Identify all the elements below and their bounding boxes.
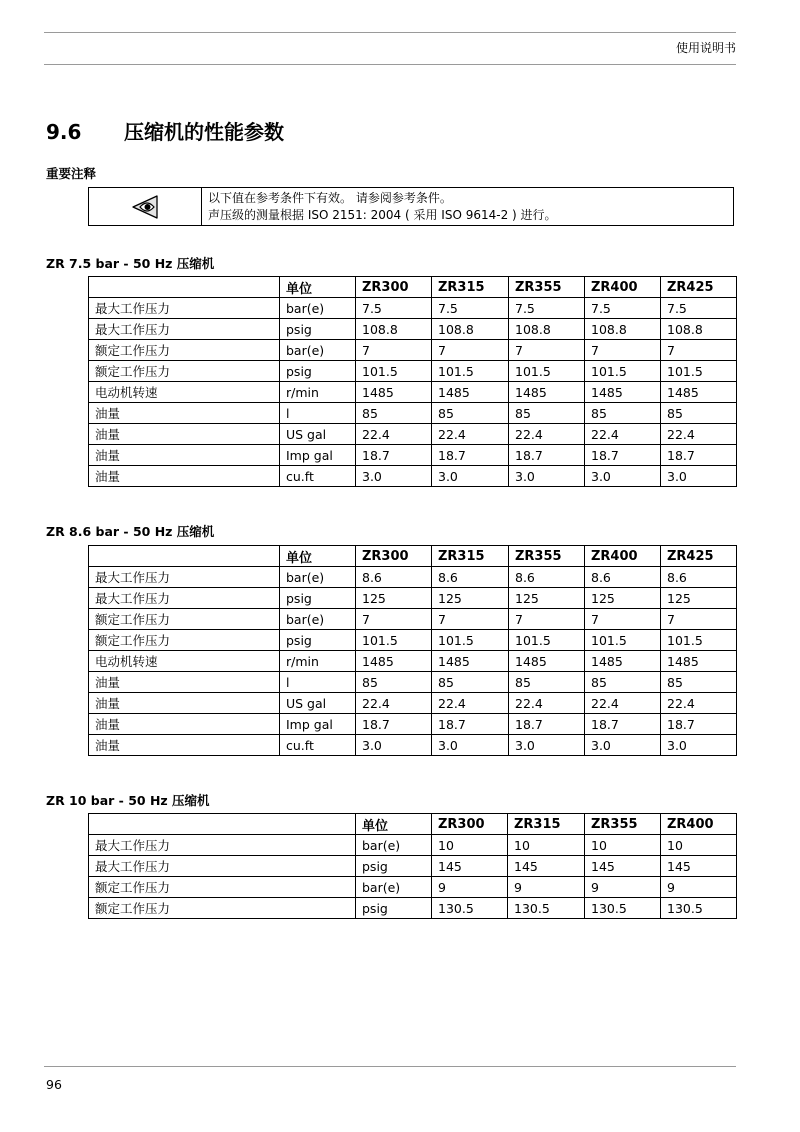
row-value: 101.5 bbox=[356, 361, 432, 382]
row-value: 22.4 bbox=[509, 424, 585, 445]
row-label: 额定工作压力 bbox=[89, 609, 280, 630]
row-unit: cu.ft bbox=[280, 735, 356, 756]
row-unit: bar(e) bbox=[280, 567, 356, 588]
section-title: 压缩机的性能参数 bbox=[124, 120, 284, 144]
page-number: 96 bbox=[46, 1077, 62, 1092]
row-value: 85 bbox=[509, 403, 585, 424]
row-value: 22.4 bbox=[661, 693, 737, 714]
row-value: 22.4 bbox=[661, 424, 737, 445]
eye-warning-icon bbox=[130, 194, 160, 220]
row-value: 22.4 bbox=[432, 693, 509, 714]
table-header-row bbox=[89, 814, 737, 835]
footer-rule bbox=[44, 1066, 736, 1067]
row-value: 125 bbox=[356, 588, 432, 609]
row-value: 22.4 bbox=[432, 424, 509, 445]
table-row bbox=[89, 424, 737, 445]
row-unit: bar(e) bbox=[280, 609, 356, 630]
row-value: 8.6 bbox=[432, 567, 509, 588]
row-value: 130.5 bbox=[585, 898, 661, 919]
row-value: 101.5 bbox=[432, 630, 509, 651]
row-label: 电动机转速 bbox=[89, 382, 280, 403]
row-value: 125 bbox=[509, 588, 585, 609]
document-title: 使用说明书 bbox=[675, 41, 736, 55]
spec-table-8-6-bar bbox=[88, 545, 737, 756]
row-value: 18.7 bbox=[509, 445, 585, 466]
row-value: 1485 bbox=[509, 382, 585, 403]
row-value: 145 bbox=[661, 856, 737, 877]
row-value: 101.5 bbox=[585, 630, 661, 651]
row-value: 22.4 bbox=[509, 693, 585, 714]
row-value: 85 bbox=[585, 672, 661, 693]
row-label: 油量 bbox=[89, 445, 280, 466]
table-row bbox=[89, 298, 737, 319]
table-row bbox=[89, 382, 737, 403]
spec-table-7-5-bar bbox=[88, 276, 737, 487]
row-value: 3.0 bbox=[585, 466, 661, 487]
row-value: 18.7 bbox=[509, 714, 585, 735]
row-value: 3.0 bbox=[585, 735, 661, 756]
row-value: 108.8 bbox=[356, 319, 432, 340]
row-value: 85 bbox=[661, 672, 737, 693]
row-value: 3.0 bbox=[356, 735, 432, 756]
row-value: 7.5 bbox=[356, 298, 432, 319]
row-unit: bar(e) bbox=[280, 298, 356, 319]
header-bottom-rule bbox=[44, 64, 736, 65]
table-row bbox=[89, 714, 737, 735]
row-label: 油量 bbox=[89, 714, 280, 735]
row-value: 7.5 bbox=[661, 298, 737, 319]
row-value: 3.0 bbox=[432, 735, 509, 756]
row-label: 最大工作压力 bbox=[89, 567, 280, 588]
model-header: ZR400 bbox=[585, 546, 661, 567]
row-value: 145 bbox=[585, 856, 661, 877]
model-header: ZR315 bbox=[432, 277, 509, 298]
row-value: 10 bbox=[585, 835, 661, 856]
model-header: ZR315 bbox=[432, 546, 509, 567]
row-value: 130.5 bbox=[661, 898, 737, 919]
row-value: 9 bbox=[661, 877, 737, 898]
row-value: 85 bbox=[356, 403, 432, 424]
row-label: 最大工作压力 bbox=[89, 319, 280, 340]
row-value: 18.7 bbox=[432, 714, 509, 735]
row-value: 125 bbox=[661, 588, 737, 609]
row-value: 1485 bbox=[432, 651, 509, 672]
row-value: 7 bbox=[356, 340, 432, 361]
row-value: 108.8 bbox=[585, 319, 661, 340]
row-unit: psig bbox=[280, 630, 356, 651]
note-icon-cell bbox=[89, 188, 202, 225]
row-label: 额定工作压力 bbox=[89, 877, 356, 898]
row-value: 85 bbox=[661, 403, 737, 424]
row-label: 油量 bbox=[89, 403, 280, 424]
row-label: 最大工作压力 bbox=[89, 298, 280, 319]
section-number: 9.6 bbox=[46, 120, 82, 144]
row-value: 1485 bbox=[661, 382, 737, 403]
row-value: 10 bbox=[432, 835, 508, 856]
model-header: ZR355 bbox=[509, 277, 585, 298]
row-value: 7 bbox=[509, 609, 585, 630]
row-unit: bar(e) bbox=[356, 835, 432, 856]
row-value: 145 bbox=[508, 856, 585, 877]
model-header: ZR425 bbox=[661, 546, 737, 567]
unit-header: 单位 bbox=[280, 546, 356, 567]
model-header: ZR300 bbox=[356, 277, 432, 298]
table-row bbox=[89, 735, 737, 756]
model-header: ZR400 bbox=[585, 277, 661, 298]
table-row bbox=[89, 651, 737, 672]
header-blank bbox=[89, 546, 280, 567]
header-blank bbox=[89, 814, 356, 835]
table-row bbox=[89, 319, 737, 340]
row-label: 油量 bbox=[89, 466, 280, 487]
row-unit: US gal bbox=[280, 693, 356, 714]
row-value: 7 bbox=[585, 340, 661, 361]
section-heading bbox=[46, 116, 284, 145]
row-value: 18.7 bbox=[661, 714, 737, 735]
table-row bbox=[89, 856, 737, 877]
row-value: 22.4 bbox=[356, 424, 432, 445]
table-row bbox=[89, 693, 737, 714]
row-unit: Imp gal bbox=[280, 714, 356, 735]
row-value: 7 bbox=[509, 340, 585, 361]
row-value: 18.7 bbox=[661, 445, 737, 466]
row-value: 85 bbox=[356, 672, 432, 693]
model-header: ZR355 bbox=[585, 814, 661, 835]
row-unit: l bbox=[280, 672, 356, 693]
table-row bbox=[89, 340, 737, 361]
row-value: 130.5 bbox=[508, 898, 585, 919]
row-label: 油量 bbox=[89, 672, 280, 693]
table-header-row bbox=[89, 546, 737, 567]
table-row bbox=[89, 403, 737, 424]
row-value: 101.5 bbox=[356, 630, 432, 651]
table-1-title: ZR 7.5 bar - 50 Hz 压缩机 bbox=[46, 256, 215, 271]
row-unit: bar(e) bbox=[356, 877, 432, 898]
row-label: 最大工作压力 bbox=[89, 835, 356, 856]
row-value: 101.5 bbox=[585, 361, 661, 382]
row-unit: r/min bbox=[280, 651, 356, 672]
row-label: 最大工作压力 bbox=[89, 588, 280, 609]
row-unit: psig bbox=[280, 588, 356, 609]
table-row bbox=[89, 588, 737, 609]
row-label: 额定工作压力 bbox=[89, 361, 280, 382]
row-value: 7.5 bbox=[585, 298, 661, 319]
row-unit: Imp gal bbox=[280, 445, 356, 466]
model-header: ZR400 bbox=[661, 814, 737, 835]
row-label: 额定工作压力 bbox=[89, 898, 356, 919]
table-row bbox=[89, 567, 737, 588]
row-unit: bar(e) bbox=[280, 340, 356, 361]
row-value: 1485 bbox=[585, 382, 661, 403]
row-value: 22.4 bbox=[585, 424, 661, 445]
row-value: 101.5 bbox=[509, 361, 585, 382]
row-value: 101.5 bbox=[432, 361, 509, 382]
row-value: 7 bbox=[661, 609, 737, 630]
row-value: 3.0 bbox=[661, 466, 737, 487]
header-blank bbox=[89, 277, 280, 298]
row-label: 最大工作压力 bbox=[89, 856, 356, 877]
row-value: 3.0 bbox=[509, 466, 585, 487]
model-header: ZR355 bbox=[509, 546, 585, 567]
row-unit: r/min bbox=[280, 382, 356, 403]
note-line-1: 以下值在参考条件下有效。 请参阅参考条件。 bbox=[208, 191, 452, 205]
table-row bbox=[89, 877, 737, 898]
row-value: 85 bbox=[585, 403, 661, 424]
row-value: 7 bbox=[661, 340, 737, 361]
row-value: 1485 bbox=[661, 651, 737, 672]
row-label: 额定工作压力 bbox=[89, 340, 280, 361]
row-value: 1485 bbox=[509, 651, 585, 672]
row-label: 油量 bbox=[89, 693, 280, 714]
unit-header: 单位 bbox=[280, 277, 356, 298]
table-header-row bbox=[89, 277, 737, 298]
row-value: 18.7 bbox=[432, 445, 509, 466]
row-value: 108.8 bbox=[432, 319, 509, 340]
row-value: 101.5 bbox=[661, 361, 737, 382]
model-header: ZR300 bbox=[432, 814, 508, 835]
row-value: 18.7 bbox=[585, 714, 661, 735]
row-value: 1485 bbox=[356, 651, 432, 672]
row-value: 145 bbox=[432, 856, 508, 877]
row-value: 85 bbox=[432, 403, 509, 424]
row-value: 125 bbox=[432, 588, 509, 609]
row-value: 18.7 bbox=[356, 714, 432, 735]
spec-table-10-bar bbox=[88, 813, 737, 919]
notes-heading: 重要注释 bbox=[46, 166, 97, 181]
row-value: 9 bbox=[508, 877, 585, 898]
row-label: 油量 bbox=[89, 735, 280, 756]
table-row bbox=[89, 445, 737, 466]
table-3-title: ZR 10 bar - 50 Hz 压缩机 bbox=[46, 793, 210, 808]
row-value: 3.0 bbox=[661, 735, 737, 756]
table-row bbox=[89, 609, 737, 630]
header-top-rule bbox=[44, 32, 736, 33]
note-text bbox=[202, 188, 563, 225]
row-value: 22.4 bbox=[585, 693, 661, 714]
table-2-title: ZR 8.6 bar - 50 Hz 压缩机 bbox=[46, 524, 215, 539]
row-value: 10 bbox=[508, 835, 585, 856]
row-value: 101.5 bbox=[661, 630, 737, 651]
model-header: ZR425 bbox=[661, 277, 737, 298]
row-value: 9 bbox=[585, 877, 661, 898]
row-value: 8.6 bbox=[356, 567, 432, 588]
table-row bbox=[89, 898, 737, 919]
row-value: 125 bbox=[585, 588, 661, 609]
row-value: 3.0 bbox=[356, 466, 432, 487]
row-value: 3.0 bbox=[432, 466, 509, 487]
row-label: 油量 bbox=[89, 424, 280, 445]
table-row bbox=[89, 835, 737, 856]
row-value: 18.7 bbox=[585, 445, 661, 466]
row-value: 22.4 bbox=[356, 693, 432, 714]
row-value: 85 bbox=[432, 672, 509, 693]
table-row bbox=[89, 630, 737, 651]
row-value: 130.5 bbox=[432, 898, 508, 919]
row-value: 108.8 bbox=[509, 319, 585, 340]
row-value: 3.0 bbox=[509, 735, 585, 756]
row-value: 7 bbox=[432, 609, 509, 630]
row-value: 8.6 bbox=[509, 567, 585, 588]
unit-header: 单位 bbox=[356, 814, 432, 835]
row-value: 1485 bbox=[432, 382, 509, 403]
row-label: 额定工作压力 bbox=[89, 630, 280, 651]
row-value: 7 bbox=[432, 340, 509, 361]
row-value: 7 bbox=[356, 609, 432, 630]
note-line-2: 声压级的测量根据 ISO 2151: 2004 ( 采用 ISO 9614-2 ) 进行。 bbox=[208, 208, 557, 222]
model-header: ZR315 bbox=[508, 814, 585, 835]
row-unit: psig bbox=[356, 856, 432, 877]
note-box bbox=[88, 187, 734, 226]
row-unit: l bbox=[280, 403, 356, 424]
table-row bbox=[89, 672, 737, 693]
row-value: 8.6 bbox=[585, 567, 661, 588]
row-value: 9 bbox=[432, 877, 508, 898]
row-value: 18.7 bbox=[356, 445, 432, 466]
row-unit: US gal bbox=[280, 424, 356, 445]
row-label: 电动机转速 bbox=[89, 651, 280, 672]
row-unit: cu.ft bbox=[280, 466, 356, 487]
row-unit: psig bbox=[356, 898, 432, 919]
row-value: 108.8 bbox=[661, 319, 737, 340]
row-value: 8.6 bbox=[661, 567, 737, 588]
row-unit: psig bbox=[280, 319, 356, 340]
row-value: 7.5 bbox=[432, 298, 509, 319]
row-value: 10 bbox=[661, 835, 737, 856]
row-value: 1485 bbox=[356, 382, 432, 403]
table-row bbox=[89, 466, 737, 487]
row-value: 7 bbox=[585, 609, 661, 630]
row-value: 85 bbox=[509, 672, 585, 693]
table-row bbox=[89, 361, 737, 382]
row-value: 7.5 bbox=[509, 298, 585, 319]
row-value: 101.5 bbox=[509, 630, 585, 651]
row-unit: psig bbox=[280, 361, 356, 382]
row-value: 1485 bbox=[585, 651, 661, 672]
model-header: ZR300 bbox=[356, 546, 432, 567]
